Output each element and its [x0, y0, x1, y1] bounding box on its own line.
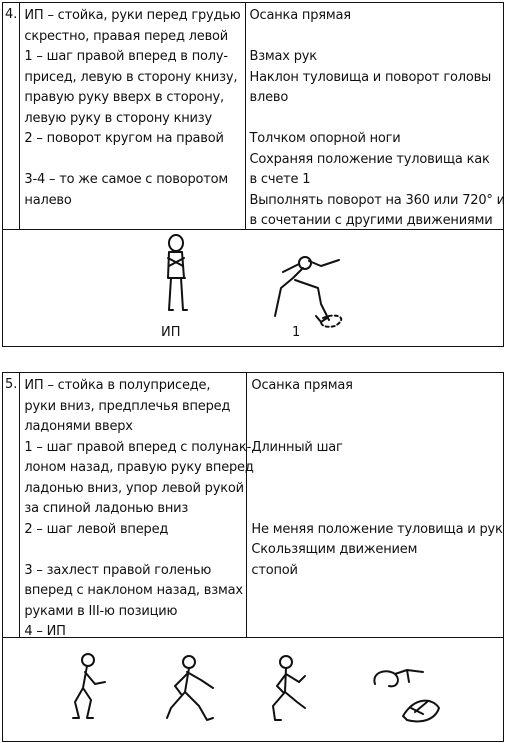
note-line: в счете 1	[249, 172, 311, 187]
notes-column	[246, 3, 506, 229]
figure-panel-4	[3, 230, 503, 345]
note-line: Осанка прямая	[251, 378, 353, 393]
exercise-row-4	[3, 3, 503, 230]
step-line: левую руку в сторону книзу	[24, 110, 212, 126]
step-line: лоном назад, правую руку вперед	[24, 460, 254, 475]
step-line: ИП – стойка, руки перед грудью	[24, 8, 241, 23]
steps-column	[20, 373, 254, 639]
note-line: Скользящим движением	[251, 542, 418, 557]
step-figure	[167, 656, 213, 720]
note-line: Сохраняя положение туловища как	[249, 151, 490, 167]
steps-column	[20, 3, 245, 229]
step-line: 3-4 – то же самое с поворотом	[24, 172, 228, 187]
note-line: Наклон туловища и поворот головы	[249, 69, 492, 85]
step-line: скрестно, правая перед левой	[24, 28, 229, 44]
step-line: 1 – шаг правой вперед в полу-	[24, 49, 228, 64]
step-line: за спиной ладонью вниз	[24, 501, 189, 516]
step-line: 3 – захлест правой голенью	[24, 562, 212, 578]
note-line: влево	[249, 90, 289, 105]
note-line: Не меняя положение туловища и рук	[251, 521, 503, 537]
step-line: руками в III-ю позицию	[24, 603, 178, 619]
stick-figures-illustration	[3, 230, 503, 345]
half-squat-figure	[73, 654, 105, 718]
step-line: ладонями вверх	[24, 419, 133, 434]
stick-figures-illustration	[3, 638, 503, 738]
standing-figure	[168, 235, 187, 310]
exercise-number: 4.	[3, 3, 20, 229]
exercise-table-4	[2, 2, 504, 347]
step-line: 2 – шаг левой вперед	[24, 521, 169, 537]
step-line: присед, левую в сторону книзу,	[24, 69, 238, 85]
note-line: Осанка прямая	[249, 8, 351, 23]
note-line: Выполнять поворот на 360 или 720° и	[249, 192, 505, 208]
note-line: стопой	[251, 562, 298, 578]
figure-label: 1	[292, 325, 301, 340]
exercise-number: 5.	[3, 373, 20, 637]
step-line: 4 – ИП	[24, 624, 66, 639]
note-line: Взмах рук	[249, 49, 317, 64]
note-line: Толчком опорной ноги	[249, 131, 401, 146]
turning-figure	[275, 257, 341, 327]
whip-figure	[273, 656, 305, 720]
exercise-row-5	[3, 373, 503, 638]
step-line: ладонью вниз, упор левой рукой	[24, 480, 244, 496]
arm-positions-sketch	[374, 670, 439, 722]
note-line: Длинный шаг	[251, 439, 343, 455]
notes-column	[247, 373, 506, 637]
figure-label: ИП	[161, 325, 181, 340]
note-line: в сочетании с другими движениями	[249, 213, 493, 228]
step-line: руки вниз, предплечья вперед	[24, 398, 231, 414]
step-line: налево	[24, 192, 72, 208]
step-line: ИП – стойка в полуприседе,	[24, 378, 211, 393]
step-line: правую руку вверх в сторону,	[24, 90, 224, 105]
step-line: вперед с наклоном назад, взмах	[24, 583, 243, 598]
exercise-table-5	[2, 372, 504, 742]
figure-panel-5	[3, 638, 503, 738]
step-line: 2 – поворот кругом на правой	[24, 131, 224, 146]
step-line: 1 – шаг правой вперед с полунак-	[24, 439, 252, 455]
